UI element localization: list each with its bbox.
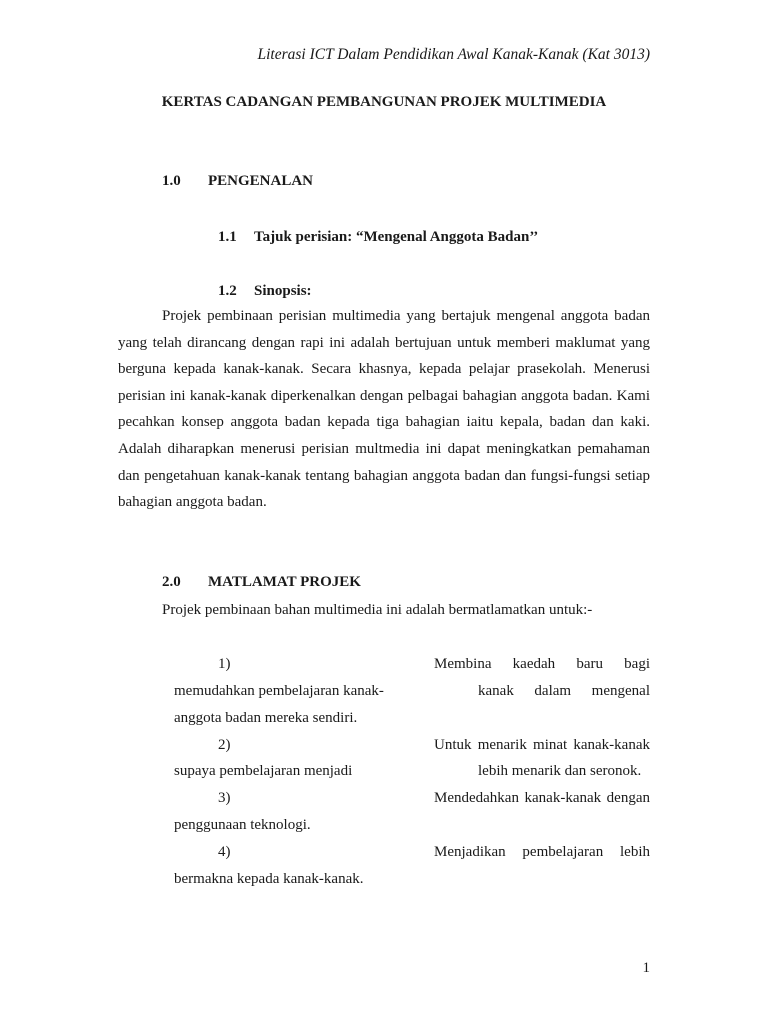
document-title: KERTAS CADANGAN PEMBANGUNAN PROJEK MULTIMEDIA [161,94,607,110]
goal-4-right-line-1: Menjadikan pembelajaran lebih [434,844,650,860]
subsection-1-2-title: Sinopsis: [254,283,312,299]
goal-1-right-line-1: Membina kaedah baru bagi [434,656,650,672]
goal-1-left-line-3: anggota badan mereka sendiri. [174,710,358,726]
goal-2-number: 2) [218,737,231,753]
subsection-1-1-number: 1.1 [218,229,237,245]
subsection-1-1-title: Tajuk perisian: “Mengenal Anggota Badan’’ [254,229,539,245]
section-1-heading: PENGENALAN [208,173,314,189]
goal-3-right-line-1: Mendedahkan kanak-kanak dengan [434,790,650,806]
goal-2-right-line-1: Untuk menarik minat kanak-kanak [434,737,650,753]
synopsis-text: Projek pembinaan perisian multimedia yang bertajuk mengenal anggota badan yang telah dirancang dengan rapi ini adalah bertujuan untuk memberi maklumat yang berguna kepada kanak-kanak. Secara khasnya, kepada pelajar prasekolah. Menerusi perisian ini kanak-kanak diperkenalkan dengan pelbagai bahagian anggota badan. Kami pecahkan konsep anggota badan kepada tiga bahagian iaitu kepala, badan dan kaki. Adalah diharapkan menerusi perisian multmedia ini dapat meningkatkan pemahaman dan pengetahuan kanak-kanak tentang bahagian anggota badan dan fungsi-fungsi setiap bahagian anggota badan. [118,308,650,511]
synopsis-paragraph [118,303,650,516]
goal-2-right-line-2: lebih menarik dan seronok. [478,763,642,779]
section-2-heading: MATLAMAT PROJEK [208,574,361,590]
page-number: 1 [642,960,650,976]
goal-1-number: 1) [218,656,231,672]
goals-intro: Projek pembinaan bahan multimedia ini adalah bermatlamatkan untuk:- [162,602,593,618]
goal-4-left-line-2: bermakna kepada kanak-kanak. [174,871,364,887]
running-header: Literasi ICT Dalam Pendidikan Awal Kanak-Kanak (Kat 3013) [257,46,650,63]
goal-2-left-line-2: supaya pembelajaran menjadi [174,763,353,779]
goal-1-right-line-2: kanak dalam mengenal [478,683,650,699]
goal-4-number: 4) [218,844,231,860]
section-2-number: 2.0 [162,574,181,590]
subsection-1-2-number: 1.2 [218,283,237,299]
goal-1-left-line-2: memudahkan pembelajaran kanak- [174,683,384,699]
section-1-number: 1.0 [162,173,181,189]
goal-3-number: 3) [218,790,231,806]
goal-3-left-line-2: penggunaan teknologi. [174,817,311,833]
